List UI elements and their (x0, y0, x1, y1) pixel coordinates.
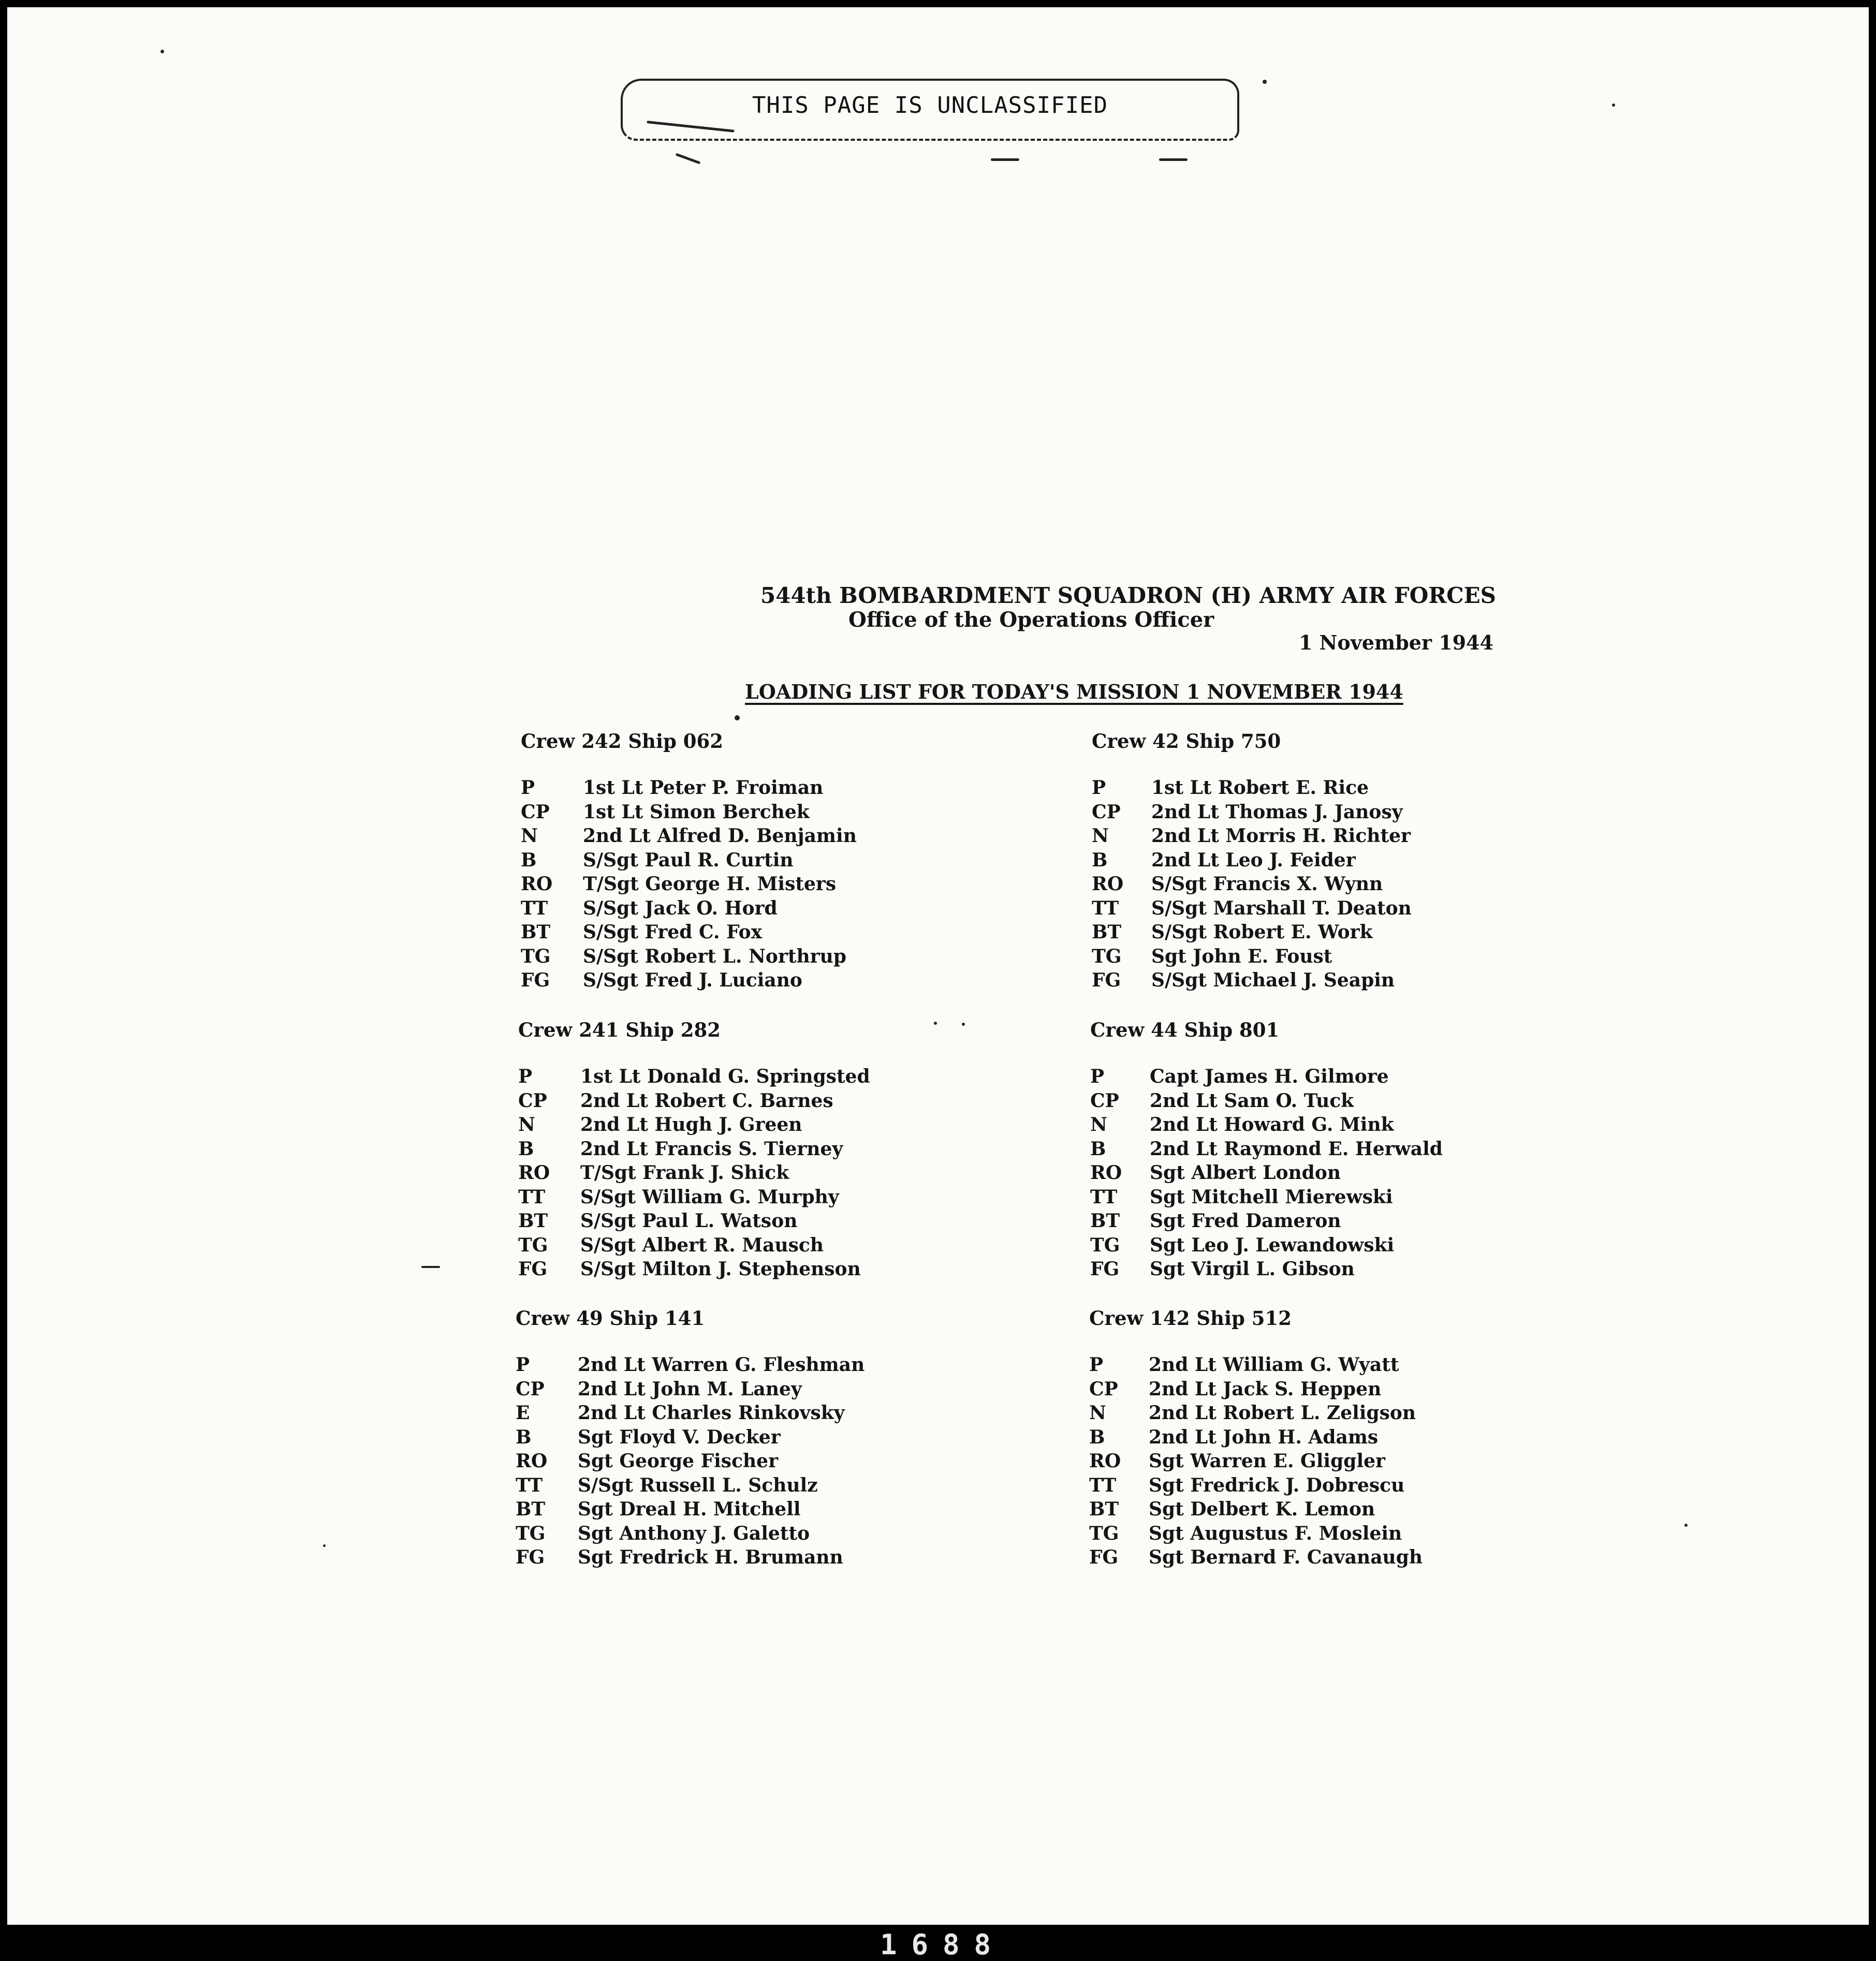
crew-member-row (1089, 1353, 1555, 1377)
crew-position: RO (518, 1162, 550, 1184)
crew-position: P (521, 777, 535, 799)
crew-member-row (521, 896, 987, 921)
scan-speck (160, 50, 164, 53)
crew-member-row (516, 1497, 981, 1522)
crew-member-name: T/Sgt Frank J. Shick (580, 1162, 789, 1184)
crew-member-row (518, 1089, 984, 1113)
crew-member-name: 2nd Lt Jack S. Heppen (1149, 1378, 1382, 1400)
crew-member-row (518, 1209, 984, 1233)
crew-position: TT (1092, 897, 1119, 919)
stamp-ink-mark (1159, 158, 1188, 161)
crew-position: FG (518, 1258, 548, 1280)
crew-member-row (1090, 1065, 1556, 1089)
scan-speck (1263, 80, 1267, 84)
crew-position: P (516, 1354, 530, 1376)
crew-member-name: Sgt Delbert K. Lemon (1149, 1498, 1375, 1520)
crew-member-row (516, 1449, 981, 1473)
crew-member-name: Sgt Virgil L. Gibson (1150, 1258, 1355, 1280)
crew-member-row (1092, 776, 1558, 800)
crew-member-name: 2nd Lt Hugh J. Green (580, 1114, 802, 1136)
crew-position: CP (516, 1378, 545, 1400)
crew-roster (516, 1353, 981, 1570)
crew-position: RO (521, 873, 553, 895)
crew-member-row (1089, 1497, 1555, 1522)
crew-heading: Crew 242 Ship 062 (521, 730, 723, 753)
crew-position: B (518, 1138, 534, 1160)
crew-member-name: Sgt Fredrick J. Dobrescu (1149, 1474, 1405, 1496)
crew-member-row (1092, 945, 1558, 969)
crew-position: B (1089, 1426, 1105, 1448)
loading-list-title: LOADING LIST FOR TODAY'S MISSION 1 NOVEMBER 1944 (745, 680, 1403, 703)
crew-member-row (1092, 968, 1558, 993)
crew-member-name: 2nd Lt Raymond E. Herwald (1150, 1138, 1443, 1160)
crew-position: BT (518, 1210, 548, 1232)
classification-stamp (621, 79, 1239, 141)
crew-member-name: Sgt Floyd V. Decker (578, 1426, 781, 1448)
unit-heading: 544th BOMBARDMENT SQUADRON (H) ARMY AIR FORCES (760, 583, 1497, 608)
crew-member-row (1089, 1473, 1555, 1498)
crew-position: P (1092, 777, 1106, 799)
stamp-ink-mark (991, 158, 1019, 161)
crew-position: RO (1090, 1162, 1122, 1184)
crew-member-row (518, 1161, 984, 1185)
crew-member-name: Sgt Warren E. Gliggler (1149, 1450, 1385, 1472)
crew-position: FG (516, 1546, 545, 1568)
crew-member-row (521, 872, 987, 896)
crew-member-row (516, 1377, 981, 1402)
crew-roster (521, 776, 987, 993)
crew-member-name: 2nd Lt Robert C. Barnes (580, 1089, 833, 1112)
crew-position: BT (521, 921, 551, 943)
crew-position: BT (1092, 921, 1122, 943)
crew-member-name: S/Sgt Paul L. Watson (580, 1210, 798, 1232)
crew-position: FG (1089, 1546, 1119, 1568)
crew-position: P (1090, 1066, 1105, 1087)
crew-position: B (1092, 849, 1108, 871)
crew-member-row (1090, 1257, 1556, 1281)
crew-position: TT (521, 897, 548, 919)
crew-member-name: S/Sgt Paul R. Curtin (583, 849, 794, 871)
crew-position: TT (516, 1474, 543, 1496)
crew-member-row (518, 1137, 984, 1161)
office-heading: Office of the Operations Officer (848, 608, 1214, 632)
scan-speck (323, 1544, 326, 1547)
crew-member-row (518, 1065, 984, 1089)
crew-position: B (516, 1426, 532, 1448)
crew-member-name: 2nd Lt Morris H. Richter (1151, 825, 1411, 847)
crew-member-row (518, 1257, 984, 1281)
crew-member-name: T/Sgt George H. Misters (583, 873, 837, 895)
crew-member-row (521, 968, 987, 993)
crew-roster (518, 1065, 984, 1281)
crew-member-row (1092, 800, 1558, 824)
crew-block (1092, 729, 1558, 993)
crew-position: B (521, 849, 537, 871)
crew-heading: Crew 142 Ship 512 (1089, 1307, 1292, 1330)
crew-member-row (1090, 1209, 1556, 1233)
document-date: 1 November 1944 (1299, 631, 1493, 654)
crew-position: N (518, 1114, 535, 1136)
crew-member-row (1092, 872, 1558, 896)
crew-position: FG (1092, 969, 1121, 991)
crew-roster (1092, 776, 1558, 993)
crew-position: CP (521, 801, 550, 823)
crew-member-row (1089, 1425, 1555, 1450)
crew-member-row (1092, 824, 1558, 848)
crew-member-row (1089, 1401, 1555, 1425)
crew-member-row (518, 1113, 984, 1137)
scan-speck (934, 1022, 937, 1025)
crew-member-name: Sgt Fredrick H. Brumann (578, 1546, 843, 1568)
crew-block (518, 1018, 984, 1281)
crew-position: TT (1089, 1474, 1117, 1496)
crew-position: CP (518, 1089, 547, 1112)
crew-position: TG (518, 1234, 548, 1256)
crew-member-name: 2nd Lt John H. Adams (1149, 1426, 1379, 1448)
crew-member-name: Sgt John E. Foust (1151, 945, 1332, 967)
crew-position: TG (1090, 1234, 1120, 1256)
crew-position: E (516, 1402, 530, 1424)
crew-heading: Crew 49 Ship 141 (516, 1307, 705, 1330)
crew-member-name: Sgt Fred Dameron (1150, 1210, 1341, 1232)
crew-member-row (521, 776, 987, 800)
crew-member-row (516, 1425, 981, 1450)
crew-block (521, 729, 987, 993)
crew-member-name: Capt James H. Gilmore (1150, 1066, 1389, 1087)
crew-member-name: S/Sgt Fred C. Fox (583, 921, 763, 943)
scan-speck (735, 715, 740, 720)
crew-member-name: 1st Lt Simon Berchek (583, 801, 810, 823)
crew-member-row (1089, 1545, 1555, 1570)
crew-member-name: Sgt Dreal H. Mitchell (578, 1498, 801, 1520)
crew-position: RO (1089, 1450, 1121, 1472)
crew-block (1090, 1018, 1556, 1281)
crew-position: N (521, 825, 538, 847)
crew-member-row (521, 848, 987, 873)
crew-position: TG (516, 1522, 546, 1544)
crew-member-name: S/Sgt William G. Murphy (580, 1186, 839, 1208)
crew-member-name: S/Sgt Albert R. Mausch (580, 1234, 824, 1256)
crew-member-name: S/Sgt Marshall T. Deaton (1151, 897, 1412, 919)
crew-member-row (518, 1233, 984, 1258)
scan-speck (1612, 104, 1615, 107)
crew-position: CP (1090, 1089, 1119, 1112)
crew-member-name: 1st Lt Robert E. Rice (1151, 777, 1369, 799)
paper-sheet (7, 7, 1869, 1925)
crew-member-name: Sgt George Fischer (578, 1450, 779, 1472)
crew-heading: Crew 44 Ship 801 (1090, 1019, 1280, 1041)
crew-member-row (1090, 1089, 1556, 1113)
crew-member-row (521, 945, 987, 969)
crew-member-name: 2nd Lt Leo J. Feider (1151, 849, 1356, 871)
crew-position: CP (1092, 801, 1121, 823)
crew-member-name: 2nd Lt Francis S. Tierney (580, 1138, 843, 1160)
crew-member-row (1089, 1449, 1555, 1473)
crew-member-name: Sgt Anthony J. Galetto (578, 1522, 810, 1544)
crew-position: FG (521, 969, 550, 991)
crew-member-name: S/Sgt Russell L. Schulz (578, 1474, 818, 1496)
crew-member-name: S/Sgt Robert L. Northrup (583, 945, 846, 967)
crew-member-name: S/Sgt Francis X. Wynn (1151, 873, 1383, 895)
crew-roster (1090, 1065, 1556, 1281)
crew-member-row (516, 1473, 981, 1498)
crew-member-name: 2nd Lt Warren G. Fleshman (578, 1354, 865, 1376)
crew-member-name: 2nd Lt Howard G. Mink (1150, 1114, 1394, 1136)
crew-position: TG (521, 945, 551, 967)
crew-member-name: 2nd Lt Charles Rinkovsky (578, 1402, 845, 1424)
crew-member-row (1089, 1522, 1555, 1546)
crew-position: RO (1092, 873, 1124, 895)
crew-member-name: S/Sgt Fred J. Luciano (583, 969, 802, 991)
crew-position: BT (1089, 1498, 1119, 1520)
crew-member-row (516, 1401, 981, 1425)
crew-member-name: Sgt Leo J. Lewandowski (1150, 1234, 1395, 1256)
crew-member-row (521, 800, 987, 824)
crew-member-name: 2nd Lt William G. Wyatt (1149, 1354, 1399, 1376)
crew-position: N (1092, 825, 1109, 847)
crew-position: TG (1092, 945, 1122, 967)
crew-member-name: 2nd Lt Sam O. Tuck (1150, 1089, 1354, 1112)
crew-member-name: 2nd Lt Thomas J. Janosy (1151, 801, 1403, 823)
scan-speck (1684, 1524, 1688, 1527)
crew-member-row (1092, 896, 1558, 921)
page-number: 1688 (880, 1928, 1006, 1961)
crew-member-name: S/Sgt Robert E. Work (1151, 921, 1373, 943)
crew-position: P (518, 1066, 533, 1087)
classification-text: THIS PAGE IS UNCLASSIFIED (752, 92, 1108, 119)
crew-position: TT (1090, 1186, 1118, 1208)
crew-position: N (1089, 1402, 1106, 1424)
crew-block (1089, 1306, 1555, 1570)
crew-position: BT (516, 1498, 546, 1520)
crew-position: N (1090, 1114, 1107, 1136)
crew-heading: Crew 42 Ship 750 (1092, 730, 1281, 753)
crew-member-row (516, 1522, 981, 1546)
stamp-ink-mark (676, 153, 701, 165)
crew-position: TT (518, 1186, 546, 1208)
crew-roster (1089, 1353, 1555, 1570)
crew-member-name: Sgt Albert London (1150, 1162, 1341, 1184)
scan-speck (962, 1023, 965, 1026)
crew-position: CP (1089, 1378, 1118, 1400)
crew-position: BT (1090, 1210, 1120, 1232)
crew-member-name: Sgt Mitchell Mierewski (1150, 1186, 1393, 1208)
crew-member-name: S/Sgt Milton J. Stephenson (580, 1258, 861, 1280)
crew-member-row (521, 920, 987, 945)
crew-member-name: 2nd Lt John M. Laney (578, 1378, 802, 1400)
crew-member-name: 2nd Lt Robert L. Zeligson (1149, 1402, 1416, 1424)
crew-member-row (1092, 920, 1558, 945)
crew-member-row (1090, 1113, 1556, 1137)
crew-member-name: 1st Lt Peter P. Froiman (583, 777, 824, 799)
crew-member-name: Sgt Augustus F. Moslein (1149, 1522, 1402, 1544)
crew-position: TG (1089, 1522, 1119, 1544)
crew-position: P (1089, 1354, 1104, 1376)
crew-block (516, 1306, 981, 1570)
crew-position: RO (516, 1450, 548, 1472)
crew-member-name: 1st Lt Donald G. Springsted (580, 1066, 870, 1087)
crew-member-name: 2nd Lt Alfred D. Benjamin (583, 825, 857, 847)
crew-member-name: S/Sgt Michael J. Seapin (1151, 969, 1395, 991)
crew-member-row (516, 1545, 981, 1570)
crew-member-name: S/Sgt Jack O. Hord (583, 897, 778, 919)
crew-position: FG (1090, 1258, 1120, 1280)
crew-member-name: Sgt Bernard F. Cavanaugh (1149, 1546, 1423, 1568)
crew-member-row (1089, 1377, 1555, 1402)
crew-member-row (1090, 1137, 1556, 1161)
crew-member-row (521, 824, 987, 848)
crew-member-row (1090, 1161, 1556, 1185)
crew-member-row (1090, 1233, 1556, 1258)
crew-position: B (1090, 1138, 1106, 1160)
crew-heading: Crew 241 Ship 282 (518, 1019, 721, 1041)
crew-member-row (518, 1185, 984, 1210)
crew-member-row (1092, 848, 1558, 873)
crew-member-row (516, 1353, 981, 1377)
crew-member-row (1090, 1185, 1556, 1210)
scan-speck (421, 1266, 440, 1268)
